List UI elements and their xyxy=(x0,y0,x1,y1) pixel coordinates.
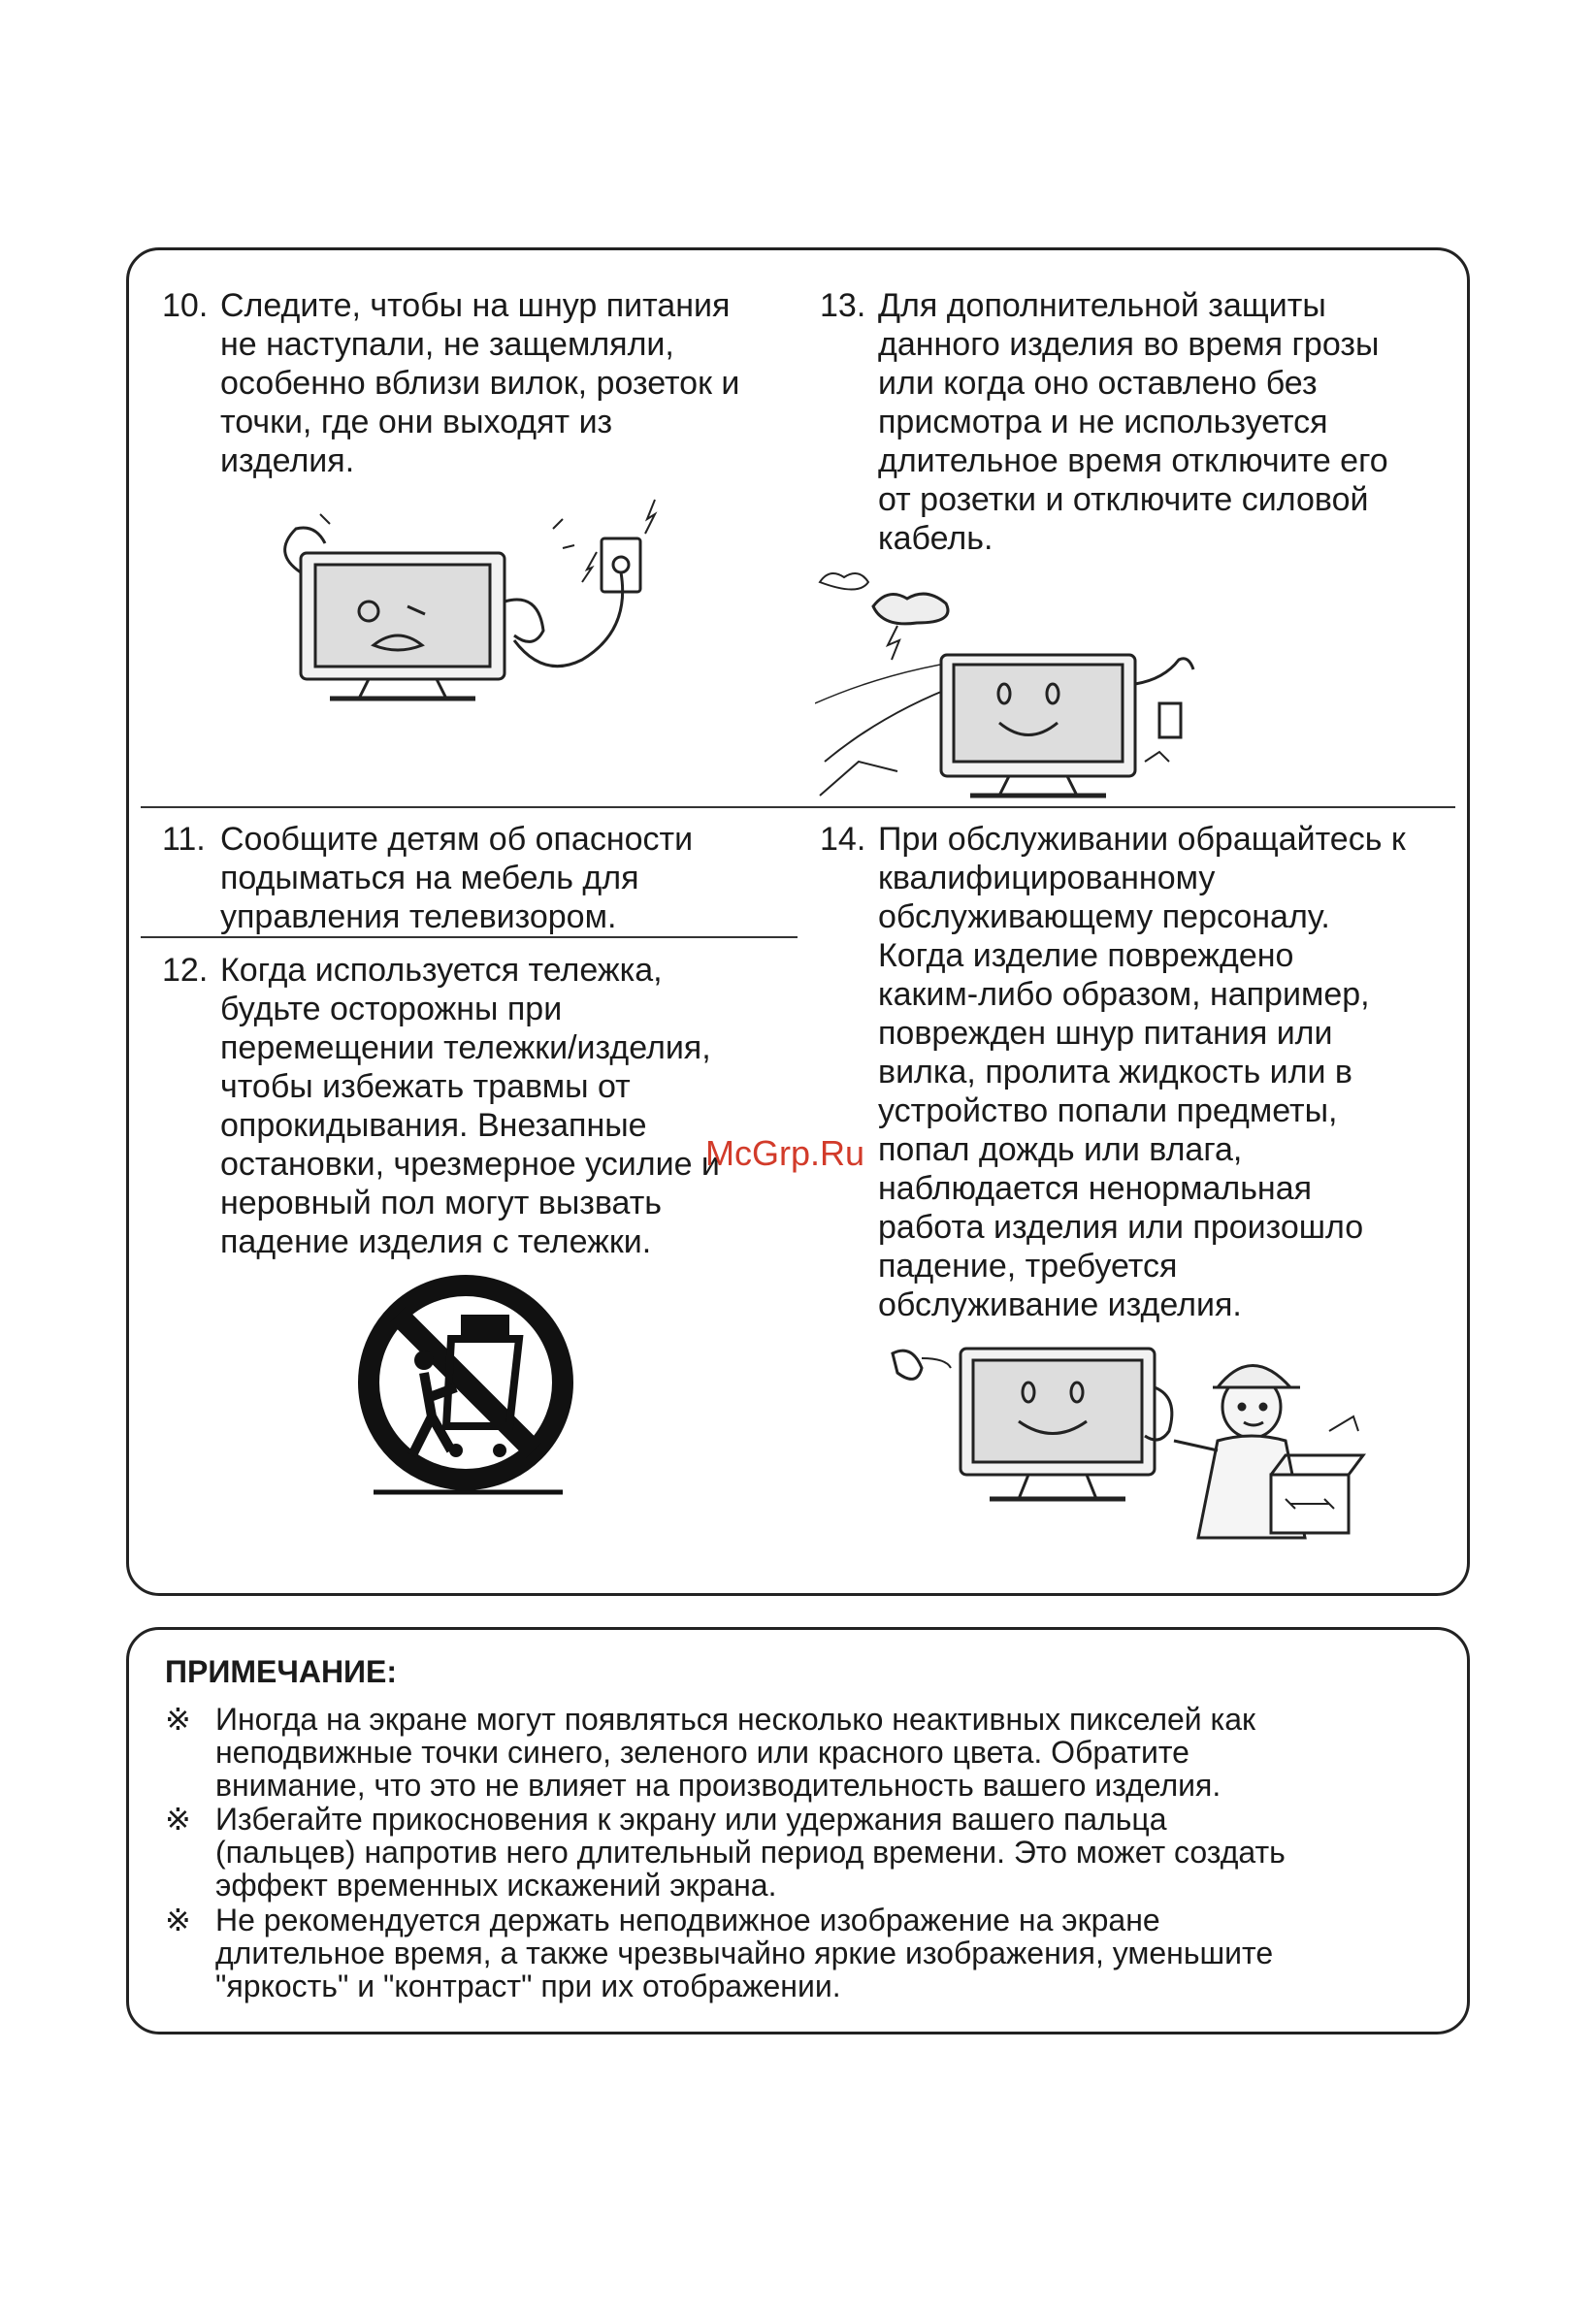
note-entry-text: Избегайте прикосновения к экрану или удержания вашего пальца (пальцев) напротив него длительный период времени. Это может создать эффект временных искажений экрана. xyxy=(215,1802,1286,1903)
note-entry xyxy=(165,1904,1446,2002)
instruction-14 xyxy=(820,820,1460,1324)
instruction-text: Для дополнительной защиты данного изделия во время грозы или когда оно оставлено без присмотра и не используется длительное время отключите его от розетки и отключите силовой кабель. xyxy=(878,287,1388,557)
reference-mark: ※ xyxy=(165,1701,191,1738)
instruction-12 xyxy=(162,951,793,1261)
note-entry xyxy=(165,1803,1446,1902)
instruction-11 xyxy=(162,820,793,936)
watermark: McGrp.Ru xyxy=(705,1133,865,1173)
instruction-text: Следите, чтобы на шнур питания не наступали, не защемляли, особенно вблизи вилок, розеток и точки, где они выходят из изделия. xyxy=(220,287,740,479)
instruction-number: 10. xyxy=(162,287,209,324)
section-divider xyxy=(141,936,798,938)
reference-mark: ※ xyxy=(165,1902,191,1938)
section-divider xyxy=(141,806,1455,808)
cart-warning-icon xyxy=(354,1271,587,1504)
note-entry-text: Иногда на экране могут появляться несколько неактивных пикселей как неподвижные точки синего, зеленого или красного цвета. Обратите внимание, что это не влияет на производительность вашего изделия. xyxy=(215,1702,1256,1803)
note-title: ПРИМЕЧАНИЕ: xyxy=(165,1654,398,1689)
instruction-text: Сообщите детям об опасности подыматься на мебель для управления телевизором. xyxy=(220,821,694,935)
tv-power-cord-illustration xyxy=(262,495,689,718)
note-entry-text: Не рекомендуется держать неподвижное изображение на экране длительное время, а также чрезвычайно яркие изображения, уменьшите "яркость" и "контраст" при их отображении. xyxy=(215,1903,1274,2003)
instruction-number: 13. xyxy=(820,287,866,324)
instruction-10 xyxy=(162,286,793,480)
instruction-text: При обслуживании обращайтесь к квалифицированному обслуживающему персоналу. Когда изделие повреждено каким-либо образом, например, поврежден шнур питания или вилка, пролита жидкость или в устройство попали предметы, попал дождь или влага, наблюдается ненормальная работа изделия или произошло падение, требуется обслуживание изделия. xyxy=(878,821,1406,1323)
instruction-number: 12. xyxy=(162,952,209,989)
instruction-13 xyxy=(820,286,1450,558)
tv-storm-unplug-illustration xyxy=(815,568,1222,810)
note-entry xyxy=(165,1703,1446,1802)
reference-mark: ※ xyxy=(165,1801,191,1838)
instruction-number: 14. xyxy=(820,821,866,858)
instruction-number: 11. xyxy=(162,821,206,858)
instruction-text: Когда используется тележка, будьте осторожны при перемещении тележки/изделия, чтобы избежать травмы от опрокидывания. Внезапные остановки, чрезмерное усилие и неровный пол могут вызвать падение изделия с тележки. xyxy=(220,952,720,1260)
tv-service-technician-illustration xyxy=(883,1329,1368,1562)
